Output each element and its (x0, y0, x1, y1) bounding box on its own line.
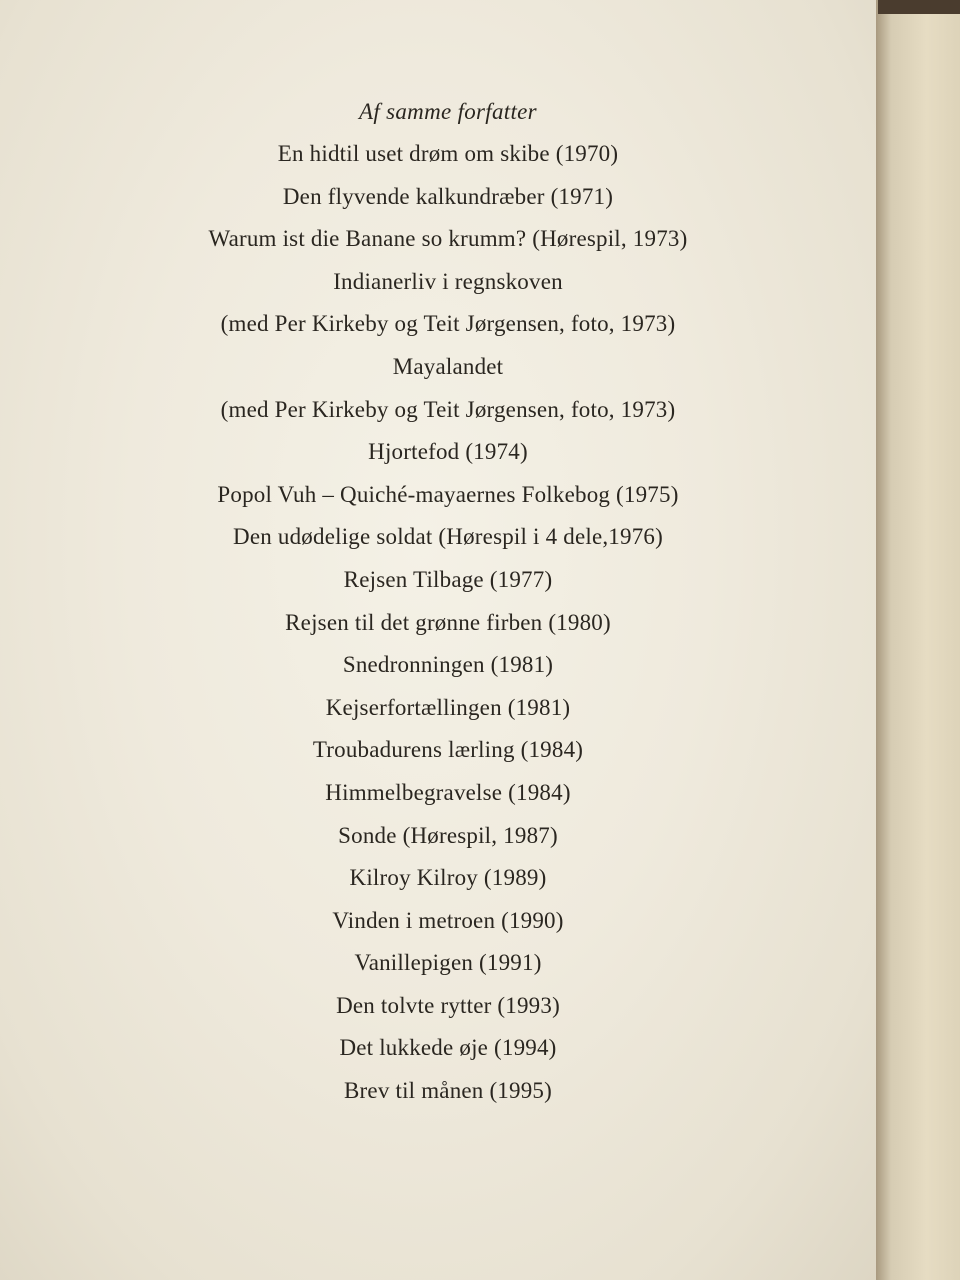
bibliography-list (0, 94, 896, 1116)
bibliography-entry: Vinden i metroen (1990) (332, 907, 564, 933)
bibliography-entry: Popol Vuh – Quiché-mayaernes Folkebog (1975) (217, 481, 679, 507)
bibliography-entry: En hidtil uset drøm om skibe (1970) (277, 141, 619, 166)
bibliography-entry: (med Per Kirkeby og Teit Jørgensen, foto, 1973) (220, 396, 676, 422)
bibliography-entry: Himmelbegravelse (1984) (325, 779, 571, 805)
bibliography-entry: Den flyvende kalkundræber (1971) (282, 183, 614, 209)
bibliography-entry: Kejserfortællingen (1981) (325, 694, 571, 720)
bibliography-entry: Mayalandet (392, 353, 504, 379)
bibliography-entry: Vanillepigen (1991) (354, 950, 542, 976)
bibliography-entry: Brev til månen (1995) (344, 1078, 552, 1104)
bibliography-entry: Troubadurens lærling (1984) (312, 737, 584, 763)
bibliography-entry: Sonde (Hørespil, 1987) (338, 822, 558, 848)
bibliography-entry: Det lukkede øje (1994) (339, 1035, 557, 1061)
bibliography-entry: Den tolvte rytter (1993) (336, 992, 560, 1018)
bibliography-entry: Hjortefod (1974) (368, 439, 528, 465)
bibliography-entry: Warum ist die Banane so krumm? (Hørespil, 1973) (208, 226, 688, 252)
book-page-right (876, 0, 960, 1280)
bibliography-entry: Kilroy Kilroy (1989) (349, 865, 547, 891)
bibliography-entry: (med Per Kirkeby og Teit Jørgensen, foto, 1973) (220, 311, 676, 337)
bibliography-entry: Indianerliv i regnskoven (333, 268, 563, 294)
bibliography-heading: Af samme forfatter (359, 99, 537, 124)
book-cover-edge (878, 0, 960, 14)
bibliography-entry: Snedronningen (1981) (342, 652, 554, 678)
bibliography-entry: Den udødelige soldat (Hørespil i 4 dele,1976) (233, 524, 663, 550)
bibliography-entry: Rejsen Tilbage (1977) (343, 566, 553, 592)
bibliography-entry: Rejsen til det grønne firben (1980) (285, 609, 611, 635)
